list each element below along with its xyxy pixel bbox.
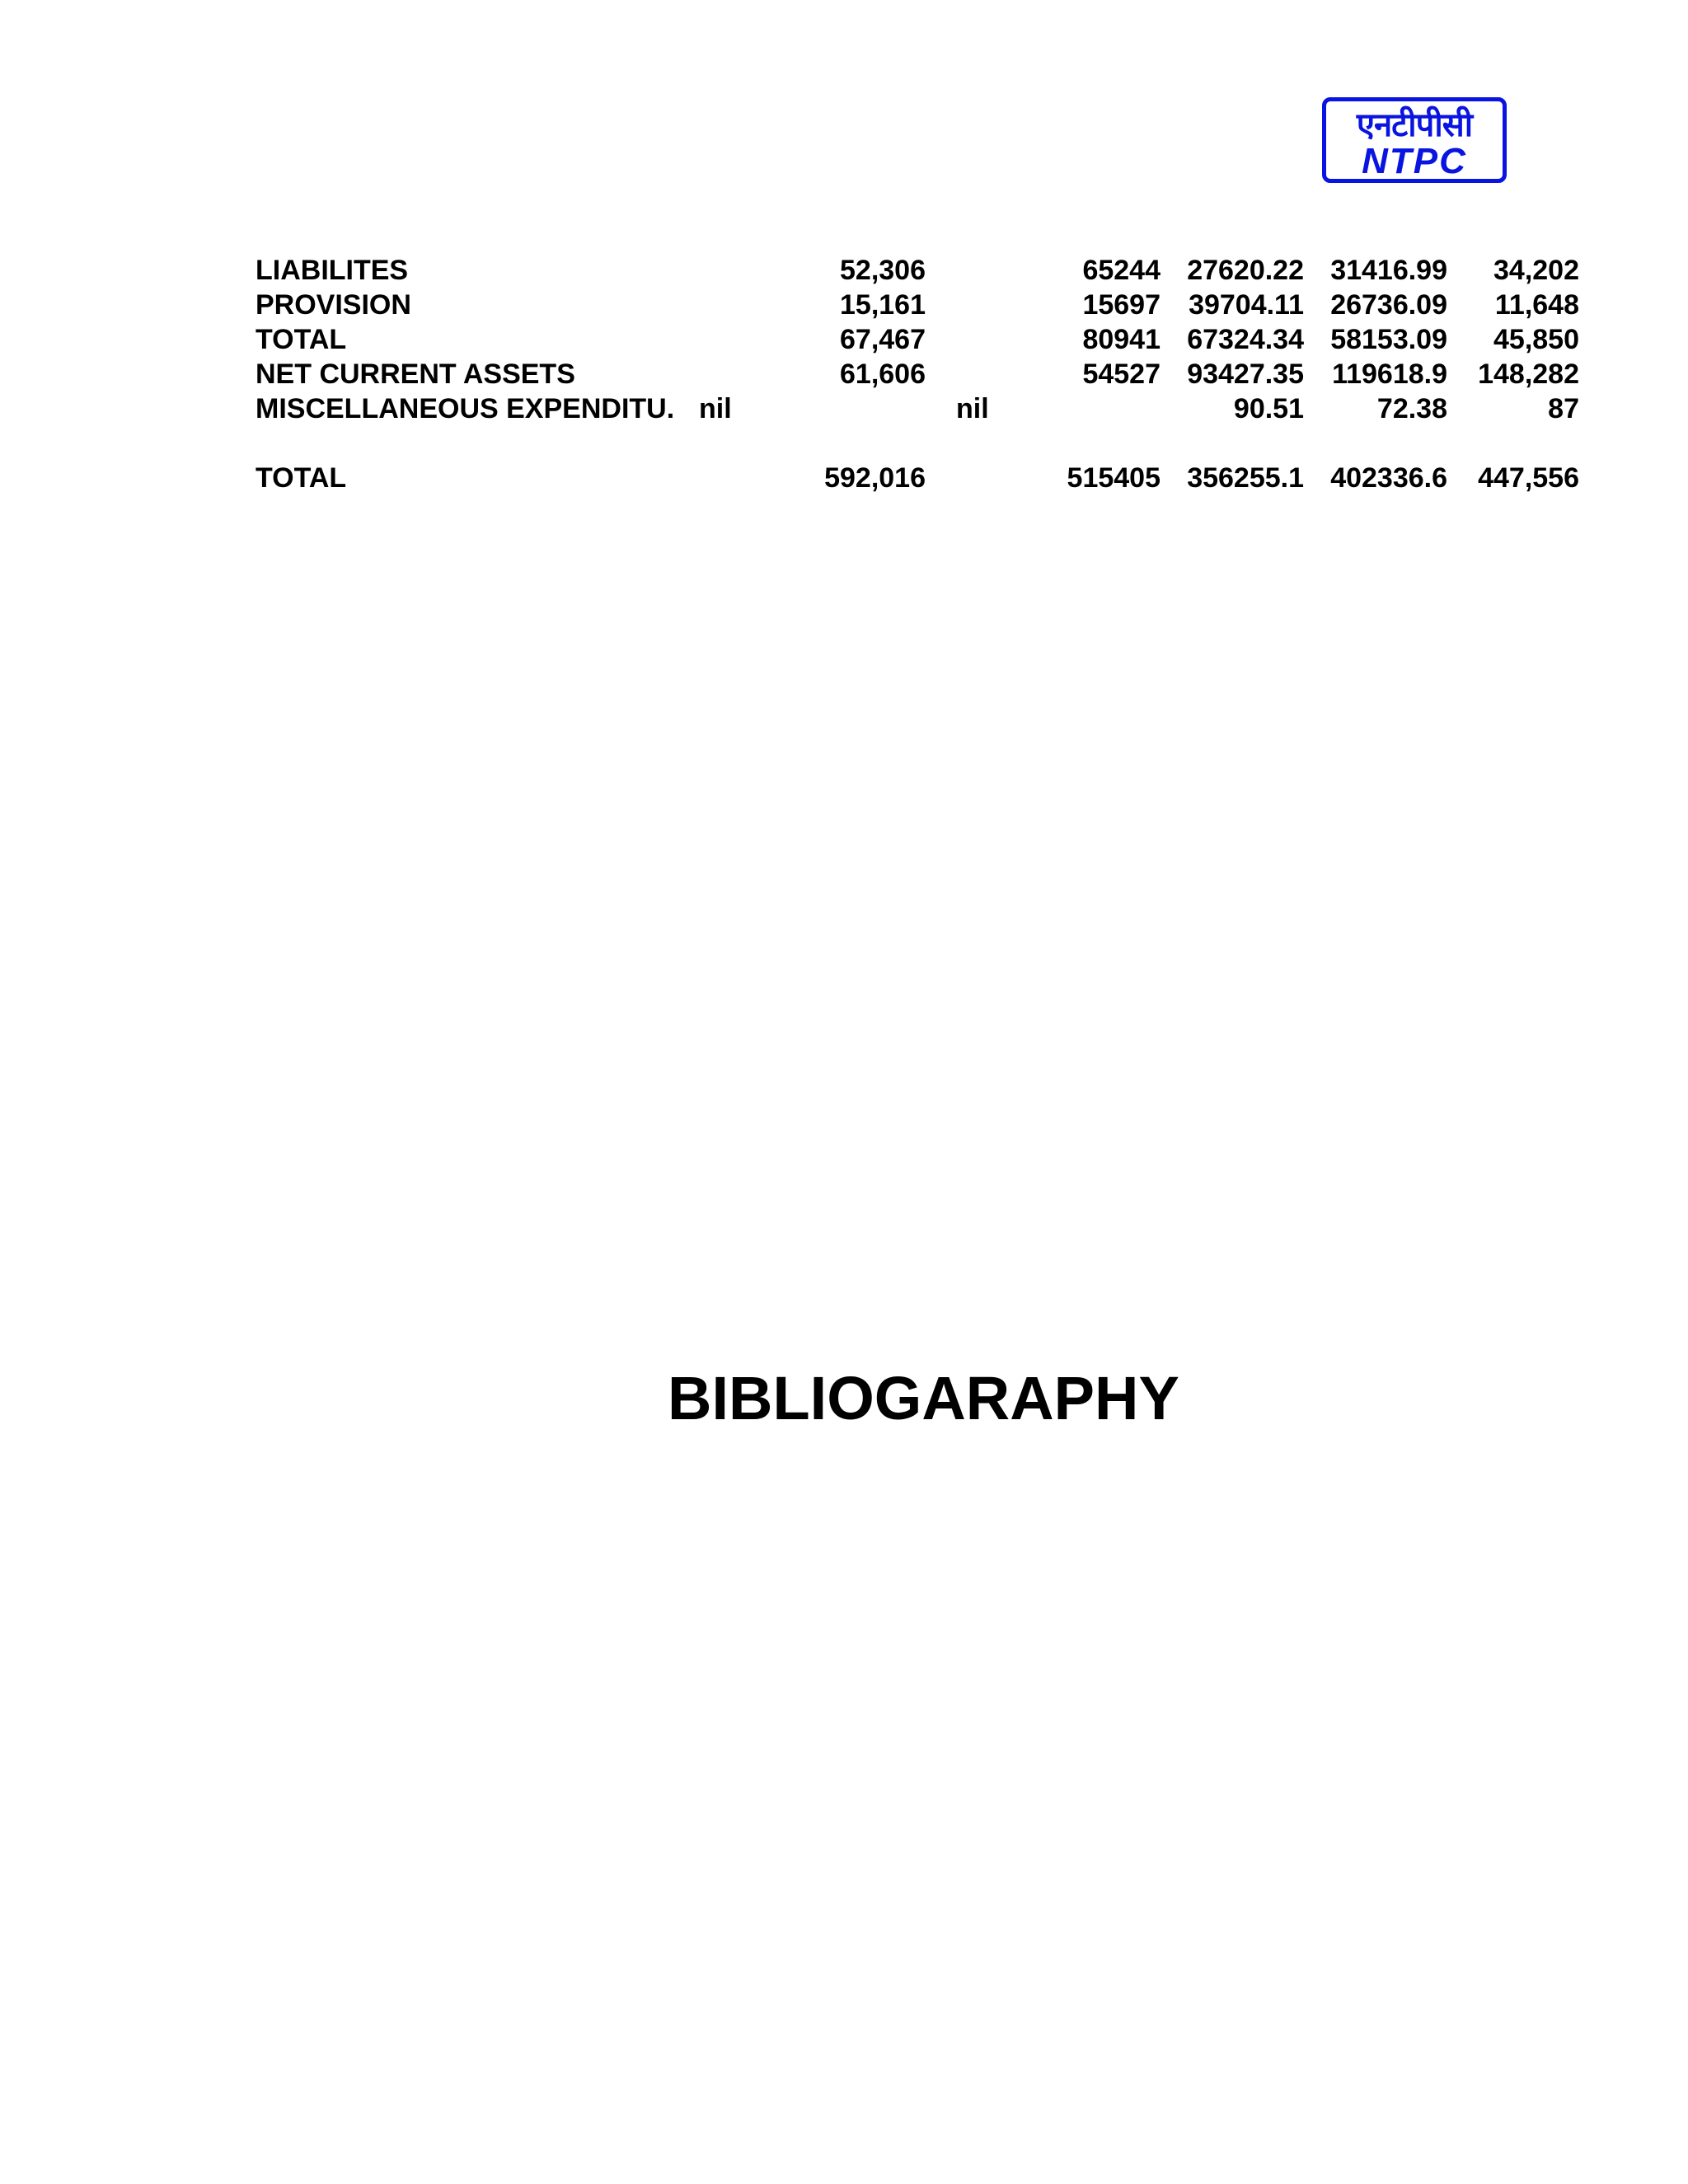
logo-hindi-text: एनटीपीसी <box>1356 106 1473 144</box>
row-value-4: 31416.99 <box>1330 255 1447 286</box>
row-value-2: 80941 <box>1082 324 1160 355</box>
row-value-2: 65244 <box>1082 255 1160 286</box>
row-label: LIABILITES <box>256 255 409 286</box>
row-value-4: 72.38 <box>1376 393 1447 424</box>
table-row <box>0 391 1688 426</box>
row-value-5: 87 <box>1548 393 1579 424</box>
row-label: PROVISION <box>256 289 411 321</box>
section-heading: BIBLIOGARAPHY <box>668 1364 1179 1432</box>
row-value-5: 447,556 <box>1478 462 1579 494</box>
row-value-2: 54527 <box>1082 359 1160 390</box>
row-value-4: 26736.09 <box>1330 289 1447 321</box>
table-row <box>0 288 1688 322</box>
table-row <box>0 322 1688 357</box>
row-value-4: 119618.9 <box>1332 359 1447 390</box>
row-value-5: 11,648 <box>1494 289 1579 321</box>
row-label: TOTAL <box>256 324 347 355</box>
row-value-1: 61,606 <box>840 359 926 390</box>
row-value-2: 15697 <box>1082 289 1160 321</box>
row-value-5: 45,850 <box>1493 324 1579 355</box>
row-label: TOTAL <box>256 462 347 494</box>
table-row <box>0 253 1688 288</box>
row-value-4: 58153.09 <box>1330 324 1447 355</box>
table-row <box>0 357 1688 391</box>
logo-latin-text: NTPC <box>1362 141 1467 181</box>
row-nil-2: nil <box>956 393 989 424</box>
row-value-3: 39704.11 <box>1189 289 1304 321</box>
row-value-5: 34,202 <box>1493 255 1579 286</box>
row-value-1: 52,306 <box>840 255 926 286</box>
financial-table <box>0 0 1688 511</box>
row-value-1: 592,016 <box>824 462 926 494</box>
row-value-3: 93427.35 <box>1187 359 1304 390</box>
row-value-1: 15,161 <box>840 289 926 321</box>
row-nil-1: nil <box>699 393 732 424</box>
row-label: MISCELLANEOUS EXPENDITU. <box>256 393 675 424</box>
row-label: NET CURRENT ASSETS <box>256 359 575 390</box>
row-value-3: 67324.34 <box>1187 324 1304 355</box>
row-value-4: 402336.6 <box>1330 462 1447 494</box>
row-value-3: 27620.22 <box>1187 255 1304 286</box>
row-value-3: 356255.1 <box>1187 462 1304 494</box>
row-value-2: 515405 <box>1067 462 1160 494</box>
table-row-total <box>0 461 1688 495</box>
row-value-3: 90.51 <box>1233 393 1304 424</box>
row-value-1: 67,467 <box>840 324 926 355</box>
row-value-5: 148,282 <box>1478 359 1579 390</box>
